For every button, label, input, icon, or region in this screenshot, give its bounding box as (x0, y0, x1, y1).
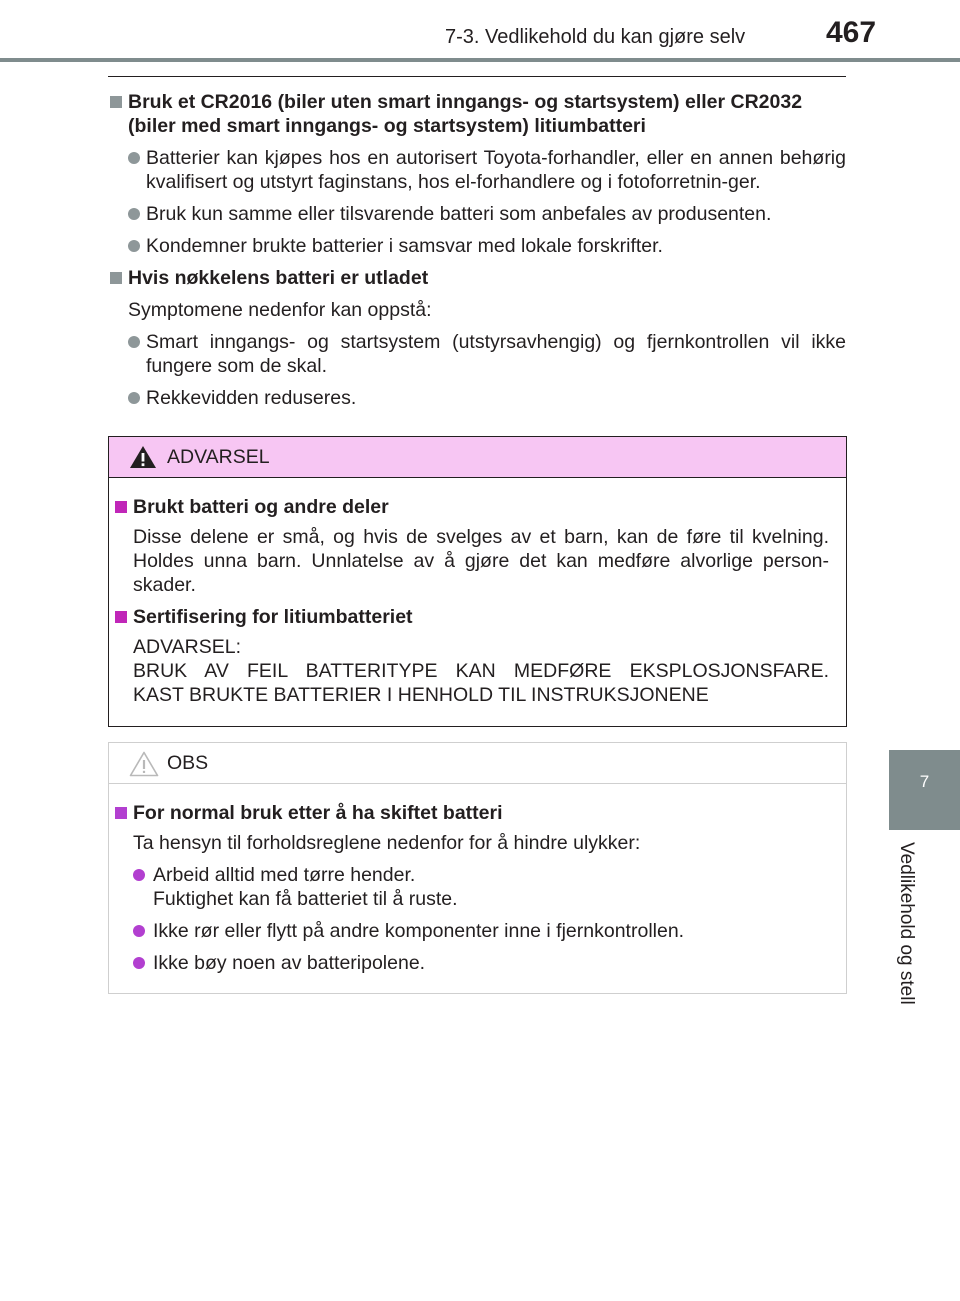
section-title: 7-3. Vedlikehold du kan gjøre selv (445, 26, 746, 48)
warning-header (109, 437, 846, 478)
list-item (108, 146, 846, 194)
warning-item-text (109, 635, 829, 707)
section-heading (108, 90, 846, 138)
intro-text: Symptomene nedenfor kan oppstå: (128, 299, 432, 321)
list-item (109, 919, 829, 943)
chapter-label: Vedlikehold og stell (896, 842, 917, 1005)
round-bullet-icon (128, 336, 140, 348)
page-number: 467 (826, 16, 877, 49)
list-item-text: Smart inngangs- og startsystem (utstyrsavhengig) og fjernkontrollen vil ikke fungere som de skal. (146, 331, 846, 377)
list-item-text: Ikke rør eller flytt på andre komponenter inne i fjernkontrollen. (153, 920, 685, 942)
square-bullet-icon (115, 807, 127, 819)
note-header (109, 743, 846, 784)
round-bullet-icon (128, 152, 140, 164)
list-item-text: Bruk kun samme eller tilsvarende batteri som anbefales av produsenten. (146, 203, 772, 225)
warning-item-heading-text: Brukt batteri og andre deler (133, 496, 389, 518)
warning-item-heading-text: Sertifisering for litiumbatteriet (133, 606, 413, 628)
list-item (108, 330, 846, 378)
square-bullet-icon (110, 272, 122, 284)
note-heading (109, 801, 829, 825)
round-bullet-icon (133, 925, 145, 937)
warning-item-heading (109, 495, 829, 519)
warning-item-heading (109, 605, 829, 629)
square-bullet-icon (110, 96, 122, 108)
round-bullet-icon (128, 208, 140, 220)
list-item-text: Batterier kan kjøpes hos en autorisert Toyota-forhandler, eller en annen behørig kvalifisert og utstyrt faginstans, hos el-forhandlere og i fotoforretnin-ger. (146, 147, 846, 193)
warning-body (109, 495, 829, 715)
list-item (108, 386, 846, 410)
round-bullet-icon (133, 957, 145, 969)
warning-text-line: KAST BRUKTE BATTERIER I HENHOLD TIL INSTRUKSJONENE (133, 684, 709, 706)
list-item (108, 202, 846, 226)
list-item-text: Kondemner brukte batterier i samsvar med lokale forskrifter. (146, 235, 663, 257)
note-intro: Ta hensyn til forholdsreglene nedenfor for å hindre ulykker: (133, 832, 641, 854)
warning-title: ADVARSEL (167, 446, 270, 468)
warning-item-text: Disse delene er små, og hvis de svelges av et barn, kan de føre til kvelning. Holdes unna barn. Unnlatelse av å gjøre det kan medføre alvorlige person-skader. (133, 526, 829, 596)
heading-line: Hvis nøkkelens batteri er utladet (128, 267, 429, 289)
warning-triangle-icon (129, 445, 157, 474)
note-body (109, 801, 829, 983)
note-box (108, 742, 847, 994)
main-content (108, 90, 846, 418)
list-item (109, 863, 829, 911)
round-bullet-icon (133, 869, 145, 881)
list-item-text: Fuktighet kan få batteriet til å ruste. (153, 888, 458, 910)
warning-text-line: BRUK AV FEIL BATTERITYPE KAN MEDFØRE EKSPLOSJONSFARE. (133, 660, 829, 682)
list-item-text: Arbeid alltid med tørre hender. (153, 864, 416, 886)
square-bullet-icon (115, 501, 127, 513)
note-heading-text: For normal bruk etter å ha skiftet batteri (133, 802, 503, 824)
heading-line: (biler med smart inngangs- og startsystem) litiumbatteri (128, 115, 646, 137)
section-heading (108, 266, 846, 290)
chapter-number: 7 (919, 772, 930, 791)
content-rule (108, 76, 846, 77)
round-bullet-icon (128, 240, 140, 252)
warning-text-line: ADVARSEL: (133, 636, 242, 658)
list-item (108, 234, 846, 258)
caution-triangle-icon (129, 751, 159, 782)
header-rule (0, 58, 960, 62)
square-bullet-icon (115, 611, 127, 623)
chapter-tab (889, 750, 960, 830)
note-title: OBS (167, 752, 209, 774)
list-item-text: Rekkevidden reduseres. (146, 387, 357, 409)
heading-line: Bruk et CR2016 (biler uten smart inngangs- og startsystem) eller CR2032 (128, 91, 803, 113)
list-item-text: Ikke bøy noen av batteripolene. (153, 952, 426, 974)
list-item (109, 951, 829, 975)
warning-box (108, 436, 847, 727)
round-bullet-icon (128, 392, 140, 404)
